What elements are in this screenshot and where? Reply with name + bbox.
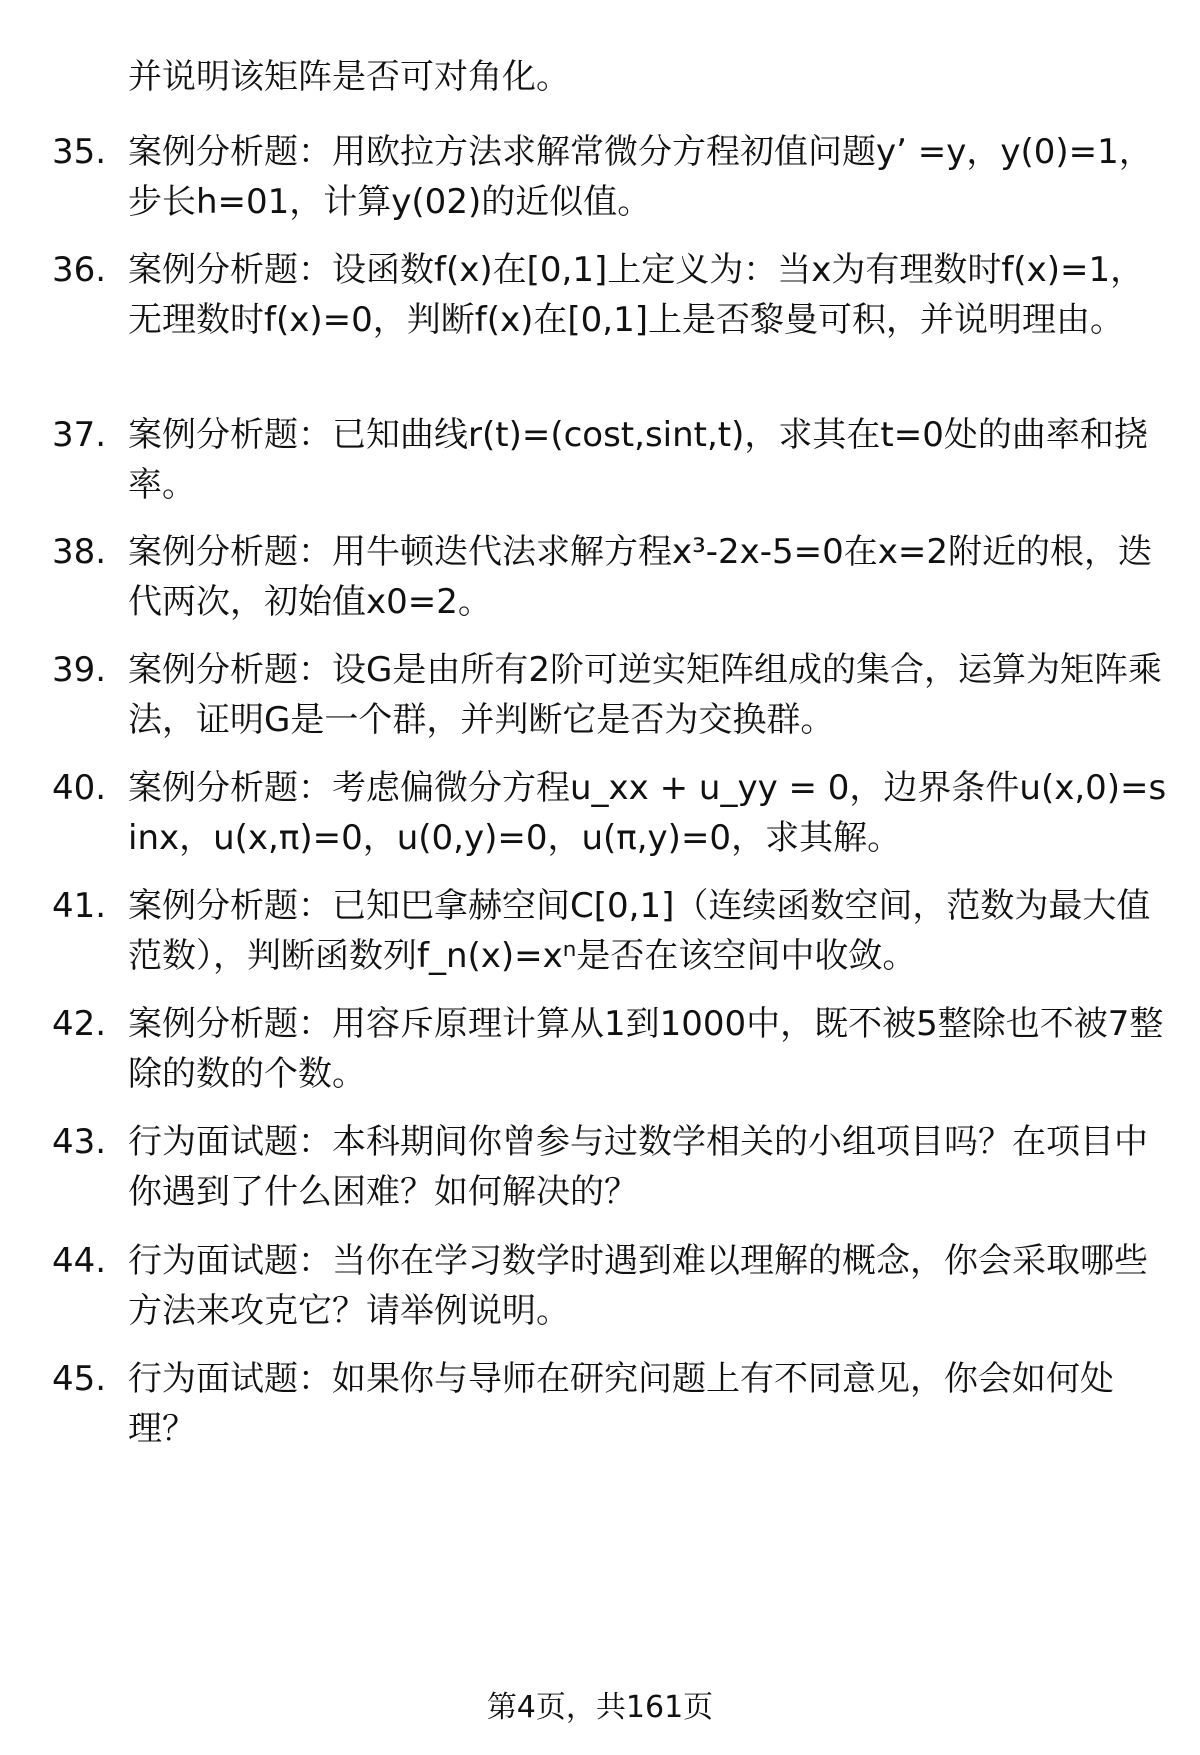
question-text: 行为面试题：如果你与导师在研究问题上有不同意见，你会如何处理？ <box>128 1359 1114 1449</box>
question-text: 案例分析题：考虑偏微分方程u_xx + u_yy = 0，边界条件u(x,0)=sinx，u(x,π)=0，u(0,y)=0，u(π,y)=0，求其解。 <box>128 768 1167 858</box>
question-number: 35. <box>52 132 107 172</box>
question-number: 36. <box>52 250 107 290</box>
question-number: 44. <box>52 1241 107 1281</box>
question-text: 案例分析题：用欧拉方法求解常微分方程初值问题y’ =y，y(0)=1，步长h=01，计算y(02)的近似值。 <box>128 132 1153 222</box>
question-number: 42. <box>52 1004 107 1044</box>
question-text: 行为面试题：本科期间你曾参与过数学相关的小组项目吗？在项目中你遇到了什么困难？如何解决的？ <box>128 1122 1148 1212</box>
question-text: 案例分析题：设G是由所有2阶可逆实矩阵组成的集合，运算为矩阵乘法，证明G是一个群，并判断它是否为交换群。 <box>128 650 1162 740</box>
question-number: 43. <box>52 1122 107 1162</box>
continuation-text: 并说明该矩阵是否可对角化。 <box>128 57 570 97</box>
question-text: 案例分析题：已知巴拿赫空间C[0,1]（连续函数空间，范数为最大值范数），判断函数列f_n(x)=xⁿ是否在该空间中收敛。 <box>128 886 1151 976</box>
question-number: 38. <box>52 532 107 572</box>
question-text: 行为面试题：当你在学习数学时遇到难以理解的概念，你会采取哪些方法来攻克它？请举例说明。 <box>128 1241 1148 1331</box>
question-text: 案例分析题：用牛顿迭代法求解方程x³-2x-5=0在x=2附近的根，迭代两次，初始值x0=2。 <box>128 532 1153 622</box>
question-text: 案例分析题：用容斥原理计算从1到1000中，既不被5整除也不被7整除的数的个数。 <box>128 1004 1164 1094</box>
question-text: 案例分析题：已知曲线r(t)=(cost,sint,t)，求其在t=0处的曲率和挠率。 <box>128 415 1148 505</box>
question-text: 案例分析题：设函数f(x)在[0,1]上定义为：当x为有理数时f(x)=1，无理数时f(x)=0，判断f(x)在[0,1]上是否黎曼可积，并说明理由。 <box>128 250 1145 340</box>
question-number: 45. <box>52 1359 107 1399</box>
question-number: 37. <box>52 415 107 455</box>
question-number: 41. <box>52 886 107 926</box>
question-number: 39. <box>52 650 107 690</box>
page-footer: 第4页，共161页 <box>486 1690 714 1725</box>
question-number: 40. <box>52 768 107 808</box>
